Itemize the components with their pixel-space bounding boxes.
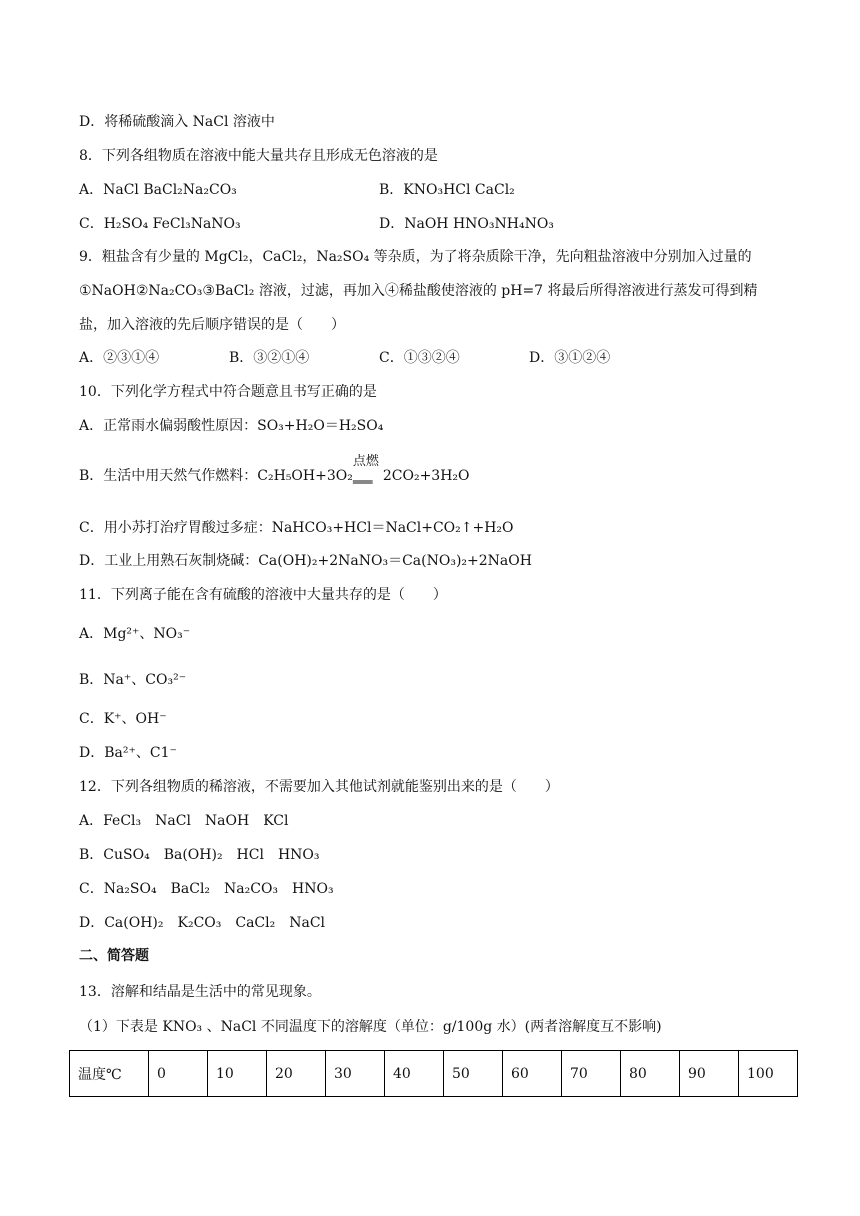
q9-option-a: A．②③①④ (79, 350, 160, 366)
q10-option-b-rhs: 2CO₂+3H₂O (382, 468, 470, 484)
q11-option-c: C．K⁺、OH⁻ (79, 711, 167, 727)
q8-stem: 8．下列各组物质在溶液中能大量共存且形成无色溶液的是 (79, 148, 438, 164)
section-heading: 二、简答题 (79, 948, 149, 964)
q11-option-b: B．Na⁺、CO₃²⁻ (79, 672, 187, 688)
q8-options-row1 (79, 180, 515, 200)
q11-option-a: A．Mg²⁺、NO₃⁻ (79, 626, 191, 642)
q9-stem-line3: 盐，加入溶液的先后顺序错误的是（ ） (79, 317, 345, 333)
q8-options-row2 (79, 214, 554, 234)
table-cell: 40 (385, 1051, 444, 1097)
table-cell: 70 (562, 1051, 621, 1097)
q8-option-b: B．KNO₃HCl CaCl₂ (379, 182, 515, 198)
q8-option-a: A．NaCl BaCl₂Na₂CO₃ (79, 182, 237, 198)
table-cell: 20 (267, 1051, 326, 1097)
q7-option-d: D．将稀硫酸滴入 NaCl 溶液中 (79, 114, 275, 130)
q13-sub1: （1）下表是 KNO₃ 、NaCl 不同温度下的溶解度（单位：g/100g 水）(两者溶解度互不影响) (79, 1019, 662, 1035)
q8-option-d: D．NaOH HNO₃NH₄NO₃ (379, 216, 554, 232)
table-cell: 50 (444, 1051, 503, 1097)
table-cell: 80 (621, 1051, 680, 1097)
q9-option-c: C．①③②④ (379, 350, 460, 366)
q9-option-b: B．③②①④ (229, 350, 310, 366)
q12-option-a: A．FeCl₃ NaCl NaOH KCl (79, 813, 289, 829)
q13-stem: 13．溶解和结晶是生活中的常见现象。 (79, 984, 321, 1000)
q9-options (79, 348, 611, 368)
q12-option-c: C．Na₂SO₄ BaCl₂ Na₂CO₃ HNO₃ (79, 881, 334, 897)
table-cell: 10 (208, 1051, 267, 1097)
table-cell: 0 (149, 1051, 208, 1097)
q10-option-c: C．用小苏打治疗胃酸过多症：NaHCO₃+HCl＝NaCl+CO₂↑+H₂O (79, 520, 514, 536)
solubility-table (69, 1050, 798, 1097)
q11-option-d: D．Ba²⁺、C1⁻ (79, 745, 177, 761)
table-cell: 100 (739, 1051, 798, 1097)
table-cell: 30 (326, 1051, 385, 1097)
q12-option-b: B．CuSO₄ Ba(OH)₂ HCl HNO₃ (79, 847, 320, 863)
table-header-cell: 温度℃ (70, 1051, 149, 1097)
q10-option-b (79, 454, 470, 489)
q10-option-d: D．工业上用熟石灰制烧碱：Ca(OH)₂+2NaNO₃＝Ca(NO₃)₂+2NaOH (79, 553, 532, 569)
table-cell: 60 (503, 1051, 562, 1097)
q12-stem: 12．下列各组物质的稀溶液，不需要加入其他试剂就能鉴别出来的是（ ） (79, 779, 559, 795)
table-cell: 90 (680, 1051, 739, 1097)
q9-option-d: D．③①②④ (529, 350, 611, 366)
table-row (70, 1051, 798, 1097)
q9-stem-line1: 9．粗盐含有少量的 MgCl₂，CaCl₂，Na₂SO₄ 等杂质，为了将杂质除干净，先向粗盐溶液中分别加入过量的 (79, 249, 752, 265)
q9-stem-line2: ①NaOH②Na₂CO₃③BaCl₂ 溶液，过滤，再加入④稀盐酸使溶液的 pH=7 将最后所得溶液进行蒸发可得到精 (79, 283, 758, 299)
q12-option-d: D．Ca(OH)₂ K₂CO₃ CaCl₂ NaCl (79, 915, 326, 931)
q10-stem: 10．下列化学方程式中符合题意且书写正确的是 (79, 384, 377, 400)
reaction-condition-label: 点燃 (352, 454, 379, 469)
reaction-condition: 点燃 ═══ (352, 454, 379, 489)
q8-option-c: C．H₂SO₄ FeCl₃NaNO₃ (79, 216, 241, 232)
q10-option-a: A．正常雨水偏弱酸性原因：SO₃+H₂O＝H₂SO₄ (79, 418, 384, 434)
q11-stem: 11．下列离子能在含有硫酸的溶液中大量共存的是（ ） (79, 587, 447, 603)
q10-option-b-lhs: B．生活中用天然气作燃料：C₂H₅OH+3O₂ (79, 468, 353, 484)
